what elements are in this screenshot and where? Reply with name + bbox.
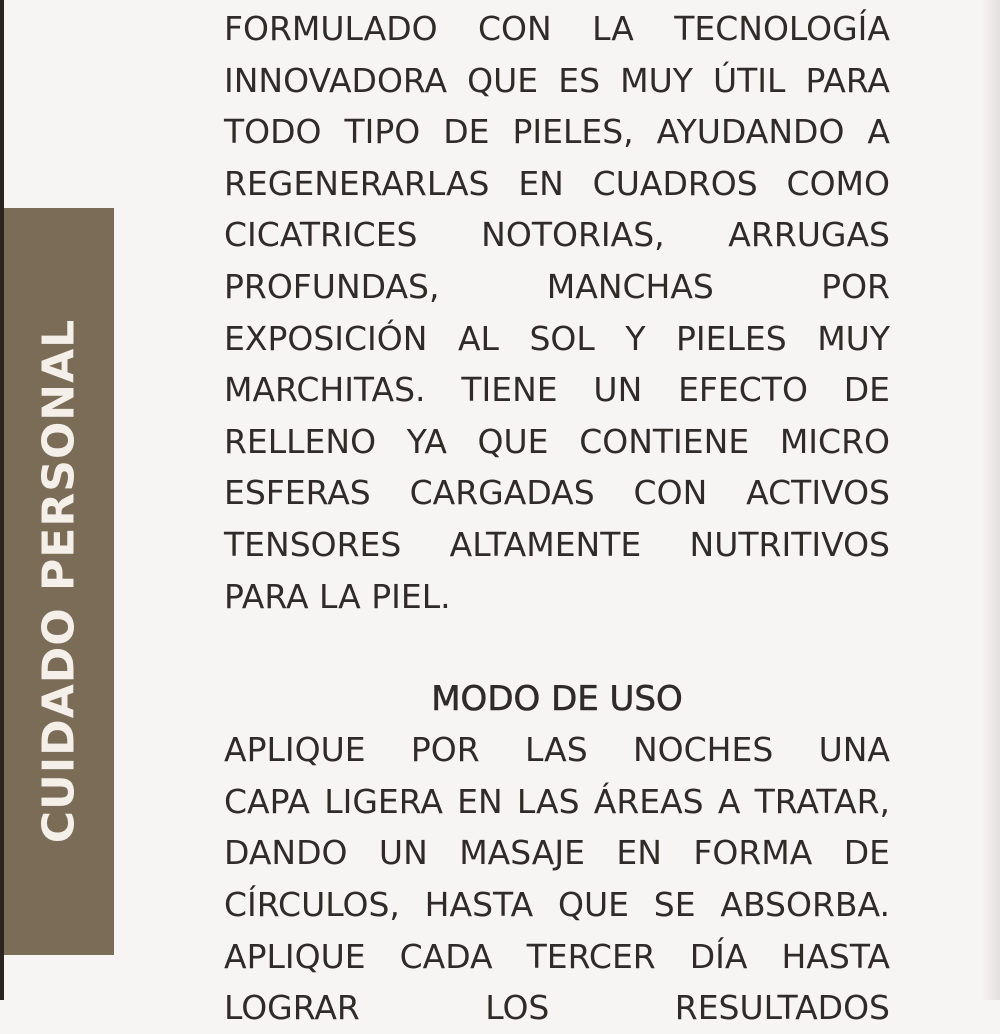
description-line: EXPOSICIÓN AL SOL Y PIELES MUY xyxy=(224,318,890,358)
description-line: TODO TIPO DE PIELES, AYUDANDO A xyxy=(224,112,890,152)
right-edge-shadow xyxy=(982,0,1000,1000)
description-line: RELLENO YA QUE CONTIENE MICRO xyxy=(224,421,890,461)
description-line: PARA LA PIEL. xyxy=(224,576,451,616)
usage-line: LOGRAR LOS RESULTADOS xyxy=(224,988,890,1028)
sidebar-category-label: CUIDADO PERSONAL xyxy=(33,318,85,844)
description-paragraph xyxy=(224,3,890,622)
usage-section-title: MODO DE USO xyxy=(431,679,683,720)
usage-line: DANDO UN MASAJE EN FORMA DE xyxy=(224,833,890,873)
product-text-content xyxy=(224,3,890,1034)
description-line: ESFERAS CARGADAS CON ACTIVOS xyxy=(224,473,890,513)
usage-line: CAPA LIGERA EN LAS ÁREAS A TRATAR, xyxy=(224,781,890,821)
description-line: REGENERARLAS EN CUADROS COMO xyxy=(224,163,890,203)
usage-paragraph xyxy=(224,724,890,1034)
description-line: CICATRICES NOTORIAS, ARRUGAS xyxy=(224,215,890,255)
description-line: INNOVADORA QUE ES MUY ÚTIL PARA xyxy=(224,60,890,100)
usage-line: APLIQUE POR LAS NOCHES UNA xyxy=(224,730,890,770)
description-line: MARCHITAS. TIENE UN EFECTO DE xyxy=(224,370,890,410)
description-line: FORMULADO CON LA TECNOLOGÍA xyxy=(224,9,890,48)
description-line: PROFUNDAS, MANCHAS POR xyxy=(224,266,890,306)
usage-line: CÍRCULOS, HASTA QUE SE ABSORBA. xyxy=(224,884,890,924)
usage-line: APLIQUE CADA TERCER DÍA HASTA xyxy=(224,936,890,976)
description-line: TENSORES ALTAMENTE NUTRITIVOS xyxy=(224,524,890,564)
